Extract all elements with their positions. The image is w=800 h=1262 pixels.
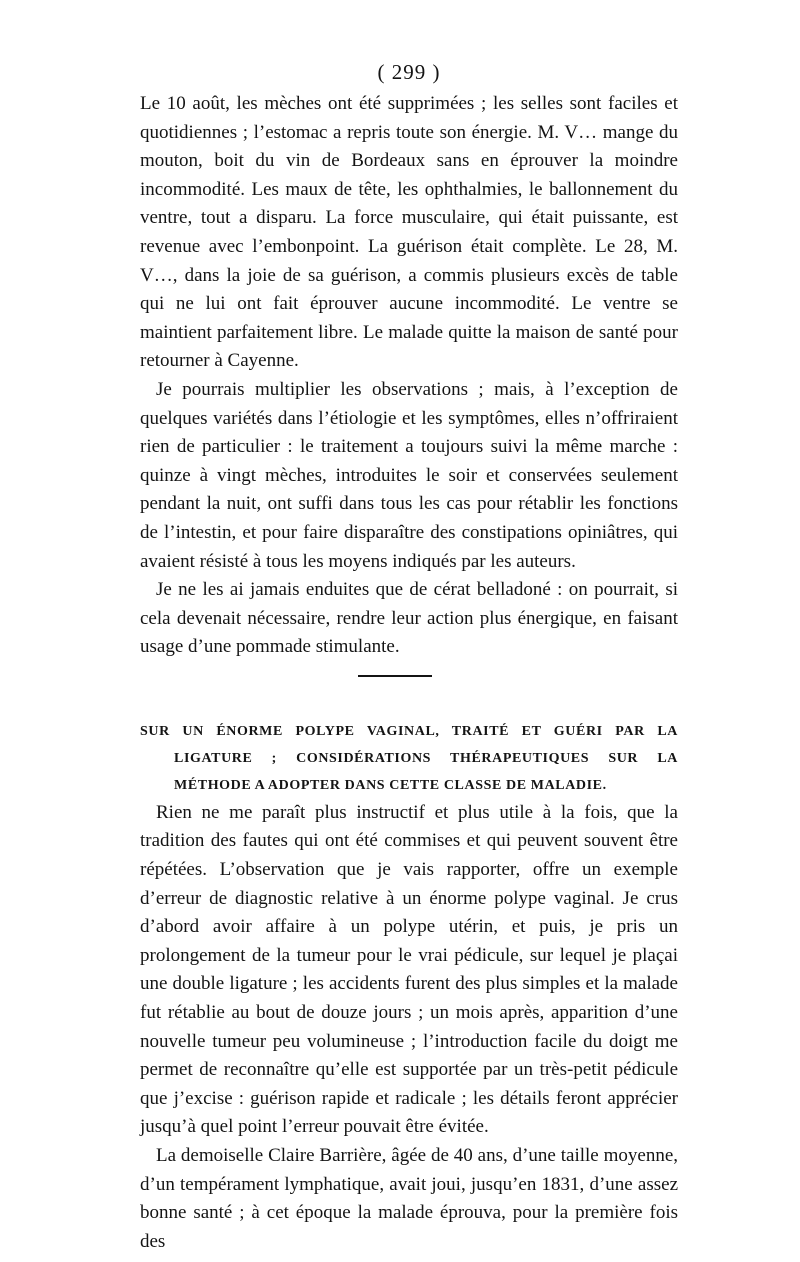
paragraph-recovery: Le 10 août, les mèches ont été supprimées ; les selles sont faciles et quotidiennes ; l’estomac a repris toute son énergie. M. V… mange du mouton, boit du vin de Bordeaux sans en éprouver la moindre incommodité. Les maux de tête, les ophthalmies, le ballonnement du ventre, tout a disparu. La force musculaire, qui était puissante, est revenue avec l’embonpoint. La guérison était complète. Le 28, M. V…, dans la joie de sa guérison, a commis plusieurs excès de table qui ne lui ont fait éprouver aucune incommodité. Le ventre se maintient parfaitement libre. Le malade quitte la maison de santé pour retourner à Cayenne.	[140, 93, 678, 372]
paragraph-case-history: La demoiselle Claire Barrière, âgée de 40 ans, d’une taille moyenne, d’un tempérament lymphatique, avait joui, jusqu’en 1831, d’une assez bonne santé ; à cet époque la malade éprouva, pour la première fois des	[140, 1145, 678, 1252]
section-divider	[140, 662, 678, 692]
paragraph-belladonna: Je ne les ai jamais enduites que de cérat belladoné : on pourrait, si cela devenait nécessaire, rendre leur action plus énergique, en faisant usage d’une pommade stimulante.	[140, 579, 678, 658]
book-page	[140, 58, 678, 1256]
section-heading: SUR UN ÉNORME POLYPE VAGINAL, TRAITÉ ET GUÉRI PAR LA LIGATURE ; CONSIDÉRATIONS THÉRAPEUTIQUES SUR LA MÉTHODE A ADOPTER DANS CETTE CLASSE DE MALADIE.	[140, 723, 678, 793]
divider-rule	[358, 675, 432, 677]
paragraph-observations: Je pourrais multiplier les observations ; mais, à l’exception de quelques variétés dans l’étiologie et les symptômes, elles n’offriraient rien de particulier : le traitement a toujours suivi la même marche : quinze à vingt mèches, introduites le soir et conservées seulement pendant la nuit, ont suffi dans tous les cas pour rétablir les fonctions de l’intestin, et pour faire disparaître des constipations opiniâtres, qui avaient résisté à tous les moyens indiqués par les auteurs.	[140, 378, 678, 572]
section-heading-block	[140, 718, 678, 799]
paragraph-introduction: Rien ne me paraît plus instructif et plus utile à la fois, que la tradition des fautes qui ont été commises et qui peuvent souvent être répétées. L’observation que je vais rapporter, offre un exemple d’erreur de diagnostic relative à un énorme polype vaginal. Je crus d’abord avoir affaire à un polype utérin, et puis, je pris un prolongement de la tumeur pour le vrai pédicule, sur lequel je plaçai une double ligature ; les accidents furent des plus simples et la malade fut rétablie au bout de douze jours ; un mois après, apparition d’une nouvelle tumeur peu volumineuse ; l’introduction facile du doigt me permet de reconnaître qu’elle est supportée par un très-petit pédicule que j’excise : guérison rapide et radicale ; les détails feront apprécier jusqu’à quel point l’erreur pouvait être évitée.	[140, 801, 678, 1138]
page-number: ( 299 )	[377, 60, 441, 84]
